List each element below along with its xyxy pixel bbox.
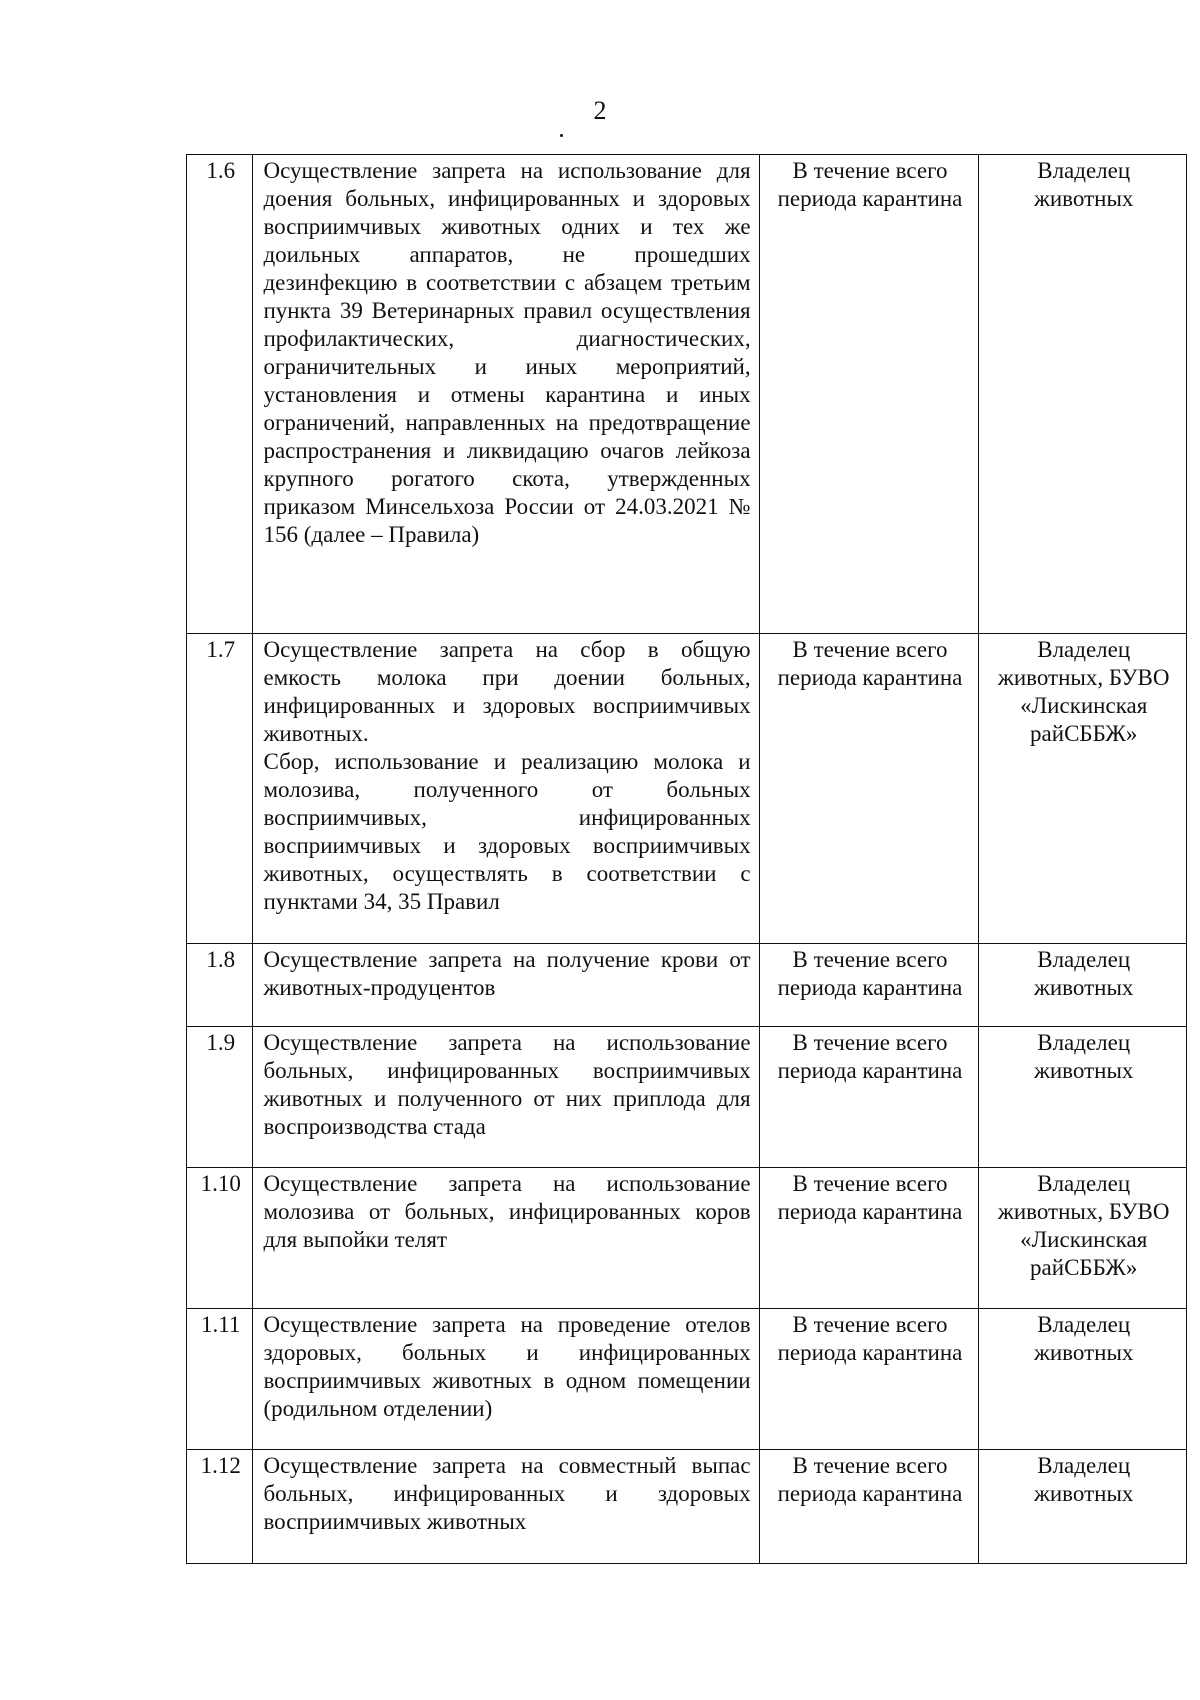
measures-table (186, 154, 1187, 1564)
table-row (187, 155, 1187, 634)
measure-text (253, 634, 759, 944)
responsible-text: Владелец животных, БУВО «Лискинская райСББЖ» (979, 1168, 1187, 1309)
row-number: 1.11 (187, 1309, 253, 1450)
responsible-text: Владелец животных (979, 944, 1187, 1027)
page-number: 2 (593, 96, 607, 125)
row-number: 1.10 (187, 1168, 253, 1309)
row-number: 1.12 (187, 1450, 253, 1564)
measure-paragraph: Осуществление запрета на использование больных, инфицированных восприимчивых животных и полученного от них приплода для воспроизводства стада (263, 1030, 751, 1139)
measure-paragraph: Осуществление запрета на использование для доения больных, инфицированных и здоровых восприимчивых животных одних и тех же доильных аппаратов, не прошедших дезинфекцию в соответствии с абзацем третьим пункта 39 Ветеринарных правил осуществления профилактических, диагностических, ограничительных и иных мероприятий, установления и отмены карантина и иных ограничений, направленных на предотвращение распространения и ликвидацию очагов лейкоза крупного рогатого скота, утвержденных приказом Минсельхоза России от 24.03.2021 № 156 (далее – Правила) (263, 158, 751, 547)
table-row (187, 1450, 1187, 1564)
term-text: В течение всего периода карантина (759, 1027, 979, 1168)
measure-paragraph: Осуществление запрета на совместный выпас больных, инфицированных и здоровых восприимчивых животных (263, 1453, 751, 1534)
responsible-text: Владелец животных (979, 1450, 1187, 1564)
measure-text (253, 1027, 759, 1168)
responsible-text: Владелец животных, БУВО «Лискинская райСББЖ» (979, 634, 1187, 944)
row-number: 1.8 (187, 944, 253, 1027)
responsible-text: Владелец животных (979, 1027, 1187, 1168)
responsible-text: Владелец животных (979, 155, 1187, 634)
term-text: В течение всего периода карантина (759, 1168, 979, 1309)
responsible-text: Владелец животных (979, 1309, 1187, 1450)
measure-text (253, 155, 759, 634)
term-text: В течение всего периода карантина (759, 1309, 979, 1450)
table-row (187, 1027, 1187, 1168)
row-number: 1.9 (187, 1027, 253, 1168)
table-row (187, 1309, 1187, 1450)
measure-paragraph: Сбор, использование и реализацию молока и молозива, полученного от больных восприимчивых, инфицированных восприимчивых и здоровых восприимчивых животных, осуществлять в соответствии с пунктами 34, 35 Правил (263, 749, 751, 914)
measure-paragraph: Осуществление запрета на использование молозива от больных, инфицированных коров для выпойки телят (263, 1171, 751, 1252)
table-row (187, 944, 1187, 1027)
measure-text (253, 1168, 759, 1309)
term-text: В течение всего периода карантина (759, 634, 979, 944)
term-text: В течение всего периода карантина (759, 1450, 979, 1564)
term-text: В течение всего периода карантина (759, 155, 979, 634)
measure-paragraph: Осуществление запрета на сбор в общую емкость молока при доении больных, инфицированных и здоровых восприимчивых животных. (263, 637, 751, 746)
measure-text (253, 1309, 759, 1450)
table-row (187, 634, 1187, 944)
term-text: В течение всего периода карантина (759, 944, 979, 1027)
row-number: 1.7 (187, 634, 253, 944)
scan-mark (560, 134, 563, 137)
table-row (187, 1168, 1187, 1309)
measure-text (253, 944, 759, 1027)
measure-paragraph: Осуществление запрета на получение крови от животных-продуцентов (263, 947, 751, 1000)
row-number: 1.6 (187, 155, 253, 634)
measure-text (253, 1450, 759, 1564)
measure-paragraph: Осуществление запрета на проведение отелов здоровых, больных и инфицированных восприимчивых животных в одном помещении (родильном отделении) (263, 1312, 751, 1421)
